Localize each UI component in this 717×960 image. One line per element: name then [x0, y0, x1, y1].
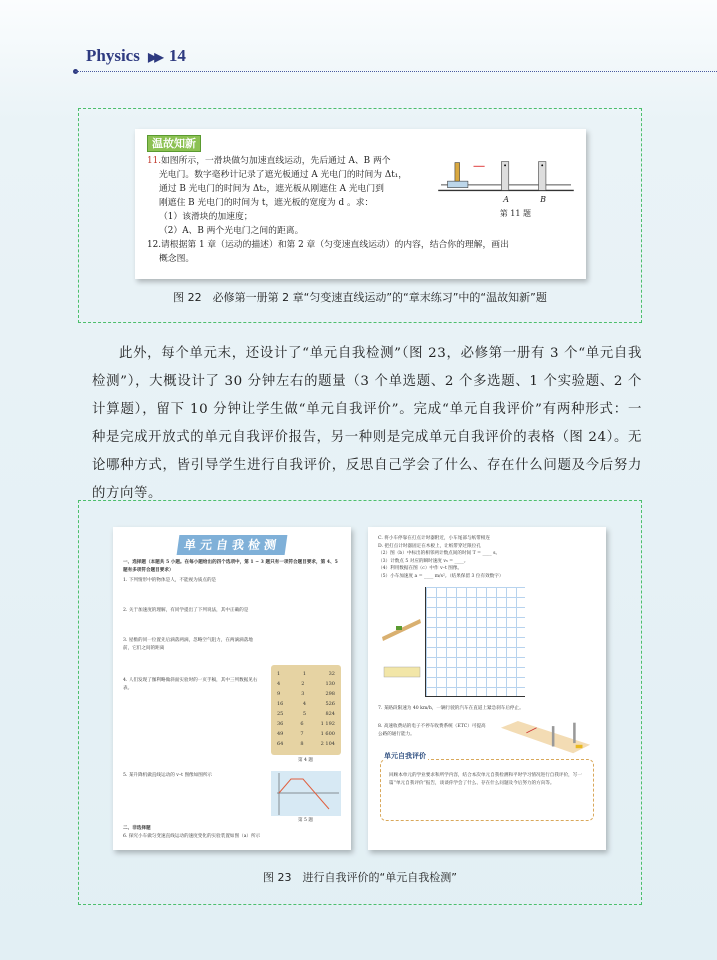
gate-a-label: A [503, 195, 509, 204]
question-line: （5）小车加速度 a = ____ m/s²。（结果保留 3 位有效数字） [378, 573, 504, 579]
question-line: 4. 人们发现了伽利略做斜面实验时的一页手稿，其中三列数据见右表。 [123, 678, 258, 691]
table-caption: 第 4 题 [297, 758, 313, 763]
double-arrow-icon: ▶▶ [148, 50, 161, 64]
q11-number: 11. [147, 156, 161, 166]
self-evaluation-box [380, 759, 594, 821]
figure-23-frame [78, 500, 642, 905]
question-line: 5. 某升降机做直线运动的 v–t 图像如图所示 [123, 773, 213, 778]
running-header [86, 46, 186, 66]
question-line: （4）利用数据在图（c）中作 v–t 图像。 [378, 566, 463, 572]
question-12 [147, 238, 574, 266]
self-test-page-left [113, 527, 351, 850]
diagram-caption: 第 11 题 [499, 209, 531, 218]
q11-line: 刚遮住 B 光电门的时间为 t，遮光板的宽度为 d 。求： [159, 198, 374, 208]
q11-line: 通过 B 光电门的时间为 Δt₂，遮光板从刚遮住 A 光电门到 [159, 184, 384, 194]
review-tag: 温故知新 [147, 135, 201, 152]
question-line: 6. 探究小车做匀变速直线运动的速度变化的实验装置如图（a）所示 [123, 834, 261, 839]
question-line: 8. 高速收费站的电子不停车收费系统（ETC）可提高公路的通行能力。 [378, 724, 486, 737]
table-row: 1 1 32 [277, 671, 335, 677]
question-line: （2）图（b）中标出的相邻两计数点间的时间 T = ____ s。 [378, 551, 501, 557]
question-line: 7. 某路段限速为 40 km/h，一辆行驶的汽车在直道上紧急刹车后停止。 [378, 706, 524, 711]
self-test-page-right [368, 527, 606, 850]
q12-line: 概念图。 [159, 254, 195, 264]
vt-grid [425, 587, 525, 697]
table-row: 49 7 1 600 [277, 731, 335, 737]
question-line: 2. 关于加速度的理解，有同学提出了下列说法，其中正确的是 [123, 608, 249, 613]
self-test-title: 单元自我检测 [177, 535, 288, 555]
q11-line: 如图所示，一滑块做匀加速直线运动，先后通过 A、B 两个 [161, 156, 391, 166]
question-line: D. 把打点计时器固定在木板上，让纸带穿过限位孔 [378, 543, 481, 549]
figure-22-image [135, 129, 586, 279]
figure-22-caption: 图 22 必修第一册第 2 章“匀变速直线运动”的“章末练习”中的“温故知新”题 [173, 291, 547, 304]
table-row: 36 6 1 192 [277, 721, 335, 727]
question-line: 1. 下列情形中的物体是人，不能视为质点的是 [123, 578, 217, 583]
question-line: C. 将小车停靠在打点计时器附近，小车尾部与纸带相连 [378, 536, 490, 541]
q12-line: 请根据第 1 章（运动的描述）和第 2 章（匀变速直线运动）的内容，结合你的理解，画出 [161, 240, 509, 250]
table-row: 25 5 824 [277, 711, 335, 717]
q11-line: 光电门。数字毫秒计记录了遮光板通过 A 光电门的时间为 Δt₁， [159, 170, 408, 180]
gate-b-label: B [540, 195, 546, 204]
graph-caption: 第 5 题 [297, 818, 313, 823]
header-rule [75, 71, 717, 72]
question-line: （3）计数点 5 对应的瞬时速度 v₅ = ____。 [378, 558, 469, 564]
section-heading: 一、选择题（本题共 5 小题。在每小题给出的四个选项中，第 1 ~ 3 题只有一项符合题目要求，第 4、5 题有多项符合题目要求） [123, 560, 338, 573]
section-heading: 二、非选择题 [123, 826, 151, 831]
table-row: 64 8 2 104 [277, 741, 335, 747]
self-evaluation-text: 回顾本单元的学业要求和所学内容，结合本次单元自我检测和平时学习情况进行自我评价，写一篇“单元自我评价”报告，谈谈你学会了什么、存在什么问题及今后努力的方向等。 [389, 773, 582, 786]
q11-line: （1）该滑块的加速度； [159, 212, 253, 222]
subject-label: Physics [86, 46, 140, 65]
q11-line: （2）A、B 两个光电门之间的距离。 [159, 226, 304, 236]
etc-diagram [493, 721, 598, 755]
galileo-data-table [271, 665, 341, 755]
vt-graph [271, 771, 341, 816]
question-11 [147, 154, 427, 238]
body-paragraph: 此外，每个单元末，还设计了“单元自我检测”（图 23，必修第一册有 3 个“单元自我检测”），大概设计了 30 分钟左右的题量（3 个单选题、2 个多选题、1 个实验题、2 个计算题），留下 10 分钟让学生做“单元自我评价”。完成“单元自我评价”有两种形式：一种是完成开放式的单元自我评价报告，另一种则是完成单元自我评价的表格（图 24）。无论哪种方式，皆引导学生进行自我评价，反思自己学会了什么、存在什么问题及今后努力的方向等。 [92, 346, 642, 501]
page-number: 14 [168, 46, 186, 65]
table-row: 9 3 298 [277, 691, 335, 697]
experiment-apparatus [382, 597, 422, 687]
figure-23-caption: 图 23 进行自我评价的“单元自我检测” [263, 871, 457, 884]
figure-22-frame [78, 108, 642, 323]
question-line: 3. 屋檐的同一位置先后滴落两滴，忽略空气阻力，在两滴滴落地前，它们之间的距离 [123, 638, 253, 651]
table-row: 16 4 526 [277, 701, 335, 707]
self-evaluation-title: 单元自我评价 [384, 751, 426, 760]
table-row: 4 2 130 [277, 681, 335, 687]
q12-number: 12. [147, 240, 161, 250]
